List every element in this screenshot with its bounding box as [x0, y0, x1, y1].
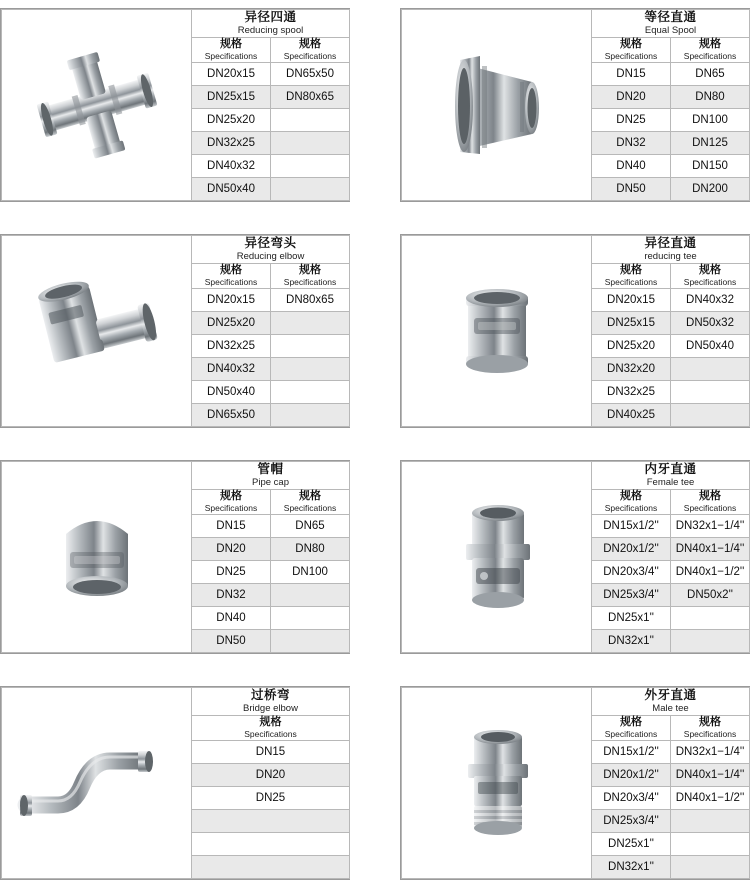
product-table-male-tee [401, 687, 750, 879]
spec-value: DN15 [192, 515, 271, 538]
spec-value [271, 404, 350, 427]
spec-header-en: Specifications [204, 51, 258, 61]
spec-header-cn: 规格 [620, 38, 642, 50]
spec-header-en: Specifications [683, 503, 737, 513]
spec-header-cn: 规格 [699, 716, 721, 728]
spec-header-en: Specifications [283, 277, 337, 287]
spec-value [671, 358, 750, 381]
male-thread-coupling-image [402, 720, 591, 846]
spec-header-en: Specifications [283, 51, 337, 61]
spec-value [671, 810, 750, 833]
spec-value: DN50x2'' [671, 584, 750, 607]
spec-value: DN20x3/4'' [592, 561, 671, 584]
spec-value: DN40x1−1/4'' [671, 764, 750, 787]
spec-value: DN40x1−1/2'' [671, 787, 750, 810]
female-thread-coupling-image [402, 494, 591, 620]
product-card-reducing-tee [400, 234, 750, 428]
spec-header-cn: 规格 [620, 716, 642, 728]
reducing-cross-fitting-image [2, 42, 191, 168]
product-name-en: Bridge elbow [243, 703, 298, 714]
product-name-cell-equal-spool [592, 10, 750, 38]
spec-value: DN80 [271, 538, 350, 561]
reducing-elbow-fitting-image [2, 268, 191, 394]
spec-value: DN20 [192, 764, 350, 787]
spec-value: DN32x20 [592, 358, 671, 381]
product-name-cn: 等径直通 [644, 10, 697, 24]
spec-value: DN80x65 [271, 86, 350, 109]
spec-value: DN80 [671, 86, 750, 109]
spec-column-header [192, 716, 350, 741]
product-image-cell-female-tee [402, 462, 592, 653]
product-table-pipe-cap [1, 461, 350, 653]
spec-value: DN32 [192, 584, 271, 607]
product-name-cn: 异径四通 [244, 10, 297, 24]
spec-value: DN25x1'' [592, 607, 671, 630]
product-name-cn: 管帽 [257, 462, 284, 476]
product-image-cell-reducing-spool [2, 10, 192, 201]
spec-value: DN25x20 [192, 109, 271, 132]
spec-value [271, 312, 350, 335]
product-card-equal-spool [400, 8, 750, 202]
column-gap [350, 234, 400, 428]
spec-column-header [592, 490, 671, 515]
product-name-cell-reducing-tee [592, 236, 750, 264]
product-name-en: Pipe cap [252, 477, 289, 488]
spec-header-cn: 规格 [699, 38, 721, 50]
spec-header-en: Specifications [683, 729, 737, 739]
spec-value: DN150 [671, 155, 750, 178]
product-table-reducing-elbow [1, 235, 350, 427]
product-card-bridge-elbow [0, 686, 350, 880]
spec-value: DN65 [271, 515, 350, 538]
spec-header-cn: 规格 [620, 264, 642, 276]
column-gap [350, 686, 400, 880]
spec-value: DN50x40 [671, 335, 750, 358]
spec-value: DN50x40 [192, 381, 271, 404]
pipe-cap-fitting-image [2, 494, 191, 620]
spec-value: DN50x32 [671, 312, 750, 335]
equal-coupling-fitting-image [402, 42, 591, 168]
spec-value: DN25x15 [192, 86, 271, 109]
spec-value: DN100 [271, 561, 350, 584]
product-image-cell-equal-spool [402, 10, 592, 201]
spec-value: DN25x3/4'' [592, 584, 671, 607]
product-image-cell-reducing-tee [402, 236, 592, 427]
spec-header-en: Specifications [204, 277, 258, 287]
spec-value: DN50 [192, 630, 271, 653]
spec-value: DN15 [192, 741, 350, 764]
product-image-cell-reducing-elbow [2, 236, 192, 427]
spec-header-en: Specifications [683, 277, 737, 287]
spec-value [671, 630, 750, 653]
product-card-female-tee [400, 460, 750, 654]
spec-value: DN20x3/4'' [592, 787, 671, 810]
spec-value: DN20x15 [192, 289, 271, 312]
spec-header-cn: 规格 [620, 490, 642, 502]
spec-value: DN32x1'' [592, 856, 671, 879]
product-name-cell-female-tee [592, 462, 750, 490]
product-name-cn: 内牙直通 [644, 462, 697, 476]
spec-value: DN25 [592, 109, 671, 132]
spec-value: DN200 [671, 178, 750, 201]
spec-value [192, 810, 350, 833]
spec-value: DN32x25 [192, 335, 271, 358]
spec-header-cn: 规格 [220, 264, 242, 276]
spec-header-cn: 规格 [699, 264, 721, 276]
spec-header-en: Specifications [244, 729, 297, 739]
spec-column-header [271, 38, 350, 63]
spec-value: DN15x1/2'' [592, 741, 671, 764]
spec-value [671, 381, 750, 404]
product-card-pipe-cap [0, 460, 350, 654]
bridge-elbow-fitting-image [2, 723, 191, 843]
spec-value: DN100 [671, 109, 750, 132]
spec-header-en: Specifications [604, 51, 658, 61]
spec-value: DN20x15 [592, 289, 671, 312]
product-name-en: reducing tee [644, 251, 697, 262]
spec-header-cn: 规格 [220, 490, 242, 502]
spec-value [671, 404, 750, 427]
spec-value: DN40x32 [671, 289, 750, 312]
column-gap [350, 460, 400, 654]
column-gap [350, 8, 400, 202]
spec-value: DN40x25 [592, 404, 671, 427]
product-image-cell-pipe-cap [2, 462, 192, 653]
spec-value: DN65 [671, 63, 750, 86]
spec-column-header [592, 264, 671, 289]
spec-value [671, 833, 750, 856]
product-card-reducing-elbow [0, 234, 350, 428]
spec-header-en: Specifications [204, 503, 258, 513]
spec-value: DN20x15 [192, 63, 271, 86]
spec-value: DN25 [192, 787, 350, 810]
spec-value [271, 109, 350, 132]
product-name-cn: 异径直通 [644, 236, 697, 250]
spec-header-cn: 规格 [220, 38, 242, 50]
spec-value: DN20 [592, 86, 671, 109]
spec-header-cn: 规格 [299, 264, 321, 276]
spec-column-header [671, 38, 750, 63]
spec-value: DN25x20 [192, 312, 271, 335]
spec-value: DN40x1−1/2'' [671, 561, 750, 584]
spec-header-en: Specifications [604, 277, 658, 287]
reducing-tee-fitting-image [402, 268, 591, 394]
spec-value [271, 132, 350, 155]
product-image-cell-bridge-elbow [2, 688, 192, 879]
product-name-cell-reducing-spool [192, 10, 350, 38]
spec-value: DN40 [192, 607, 271, 630]
product-card-reducing-spool [0, 8, 350, 202]
spec-value: DN25x15 [592, 312, 671, 335]
spec-value [671, 856, 750, 879]
product-name-cell-bridge-elbow [192, 688, 350, 716]
spec-value [192, 833, 350, 856]
spec-value: DN65x50 [192, 404, 271, 427]
spec-value: DN32x1'' [592, 630, 671, 653]
spec-header-cn: 规格 [299, 38, 321, 50]
spec-value [271, 155, 350, 178]
spec-column-header [271, 490, 350, 515]
product-name-cell-reducing-elbow [192, 236, 350, 264]
spec-value: DN32x1−1/4'' [671, 741, 750, 764]
spec-value: DN50x40 [192, 178, 271, 201]
spec-value: DN25x20 [592, 335, 671, 358]
product-name-en: Reducing elbow [236, 251, 305, 262]
product-name-en: Female tee [646, 477, 695, 488]
spec-value: DN50 [592, 178, 671, 201]
product-image-cell-male-tee [402, 688, 592, 879]
spec-header-cn: 规格 [699, 490, 721, 502]
spec-value: DN65x50 [271, 63, 350, 86]
spec-value: DN15 [592, 63, 671, 86]
spec-value: DN20x1/2'' [592, 538, 671, 561]
spec-column-header [192, 264, 271, 289]
spec-value: DN25x3/4'' [592, 810, 671, 833]
spec-column-header [592, 38, 671, 63]
spec-value: DN125 [671, 132, 750, 155]
product-name-cn: 过桥弯 [250, 688, 290, 702]
spec-value: DN25x1'' [592, 833, 671, 856]
spec-value [192, 856, 350, 879]
product-name-cn: 外牙直通 [644, 688, 697, 702]
product-table-bridge-elbow [1, 687, 350, 879]
spec-value: DN20x1/2'' [592, 764, 671, 787]
product-name-en: Equal Spool [644, 25, 697, 36]
spec-header-en: Specifications [604, 729, 658, 739]
product-table-reducing-spool [1, 9, 350, 201]
spec-value: DN40x32 [192, 358, 271, 381]
spec-value: DN32 [592, 132, 671, 155]
spec-column-header [671, 264, 750, 289]
spec-value [271, 381, 350, 404]
spec-value: DN32x1−1/4'' [671, 515, 750, 538]
spec-column-header [671, 490, 750, 515]
spec-value [271, 358, 350, 381]
spec-value [271, 630, 350, 653]
spec-header-en: Specifications [683, 51, 737, 61]
product-name-en: Male tee [652, 703, 689, 714]
spec-header-en: Specifications [283, 503, 337, 513]
spec-column-header [271, 264, 350, 289]
spec-value: DN32x25 [592, 381, 671, 404]
spec-column-header [192, 38, 271, 63]
spec-value [271, 335, 350, 358]
spec-value: DN20 [192, 538, 271, 561]
spec-header-en: Specifications [604, 503, 658, 513]
spec-header-cn: 规格 [259, 716, 282, 728]
spec-header-cn: 规格 [299, 490, 321, 502]
product-table-female-tee [401, 461, 750, 653]
spec-column-header [671, 716, 750, 741]
product-card-male-tee [400, 686, 750, 880]
product-name-en: Reducing spool [237, 25, 304, 36]
product-name-cn: 异径弯头 [244, 236, 297, 250]
spec-column-header [592, 716, 671, 741]
product-name-cell-pipe-cap [192, 462, 350, 490]
spec-value: DN25 [192, 561, 271, 584]
product-table-reducing-tee [401, 235, 750, 427]
spec-value [271, 178, 350, 201]
spec-value [271, 584, 350, 607]
spec-column-header [192, 490, 271, 515]
spec-value: DN32x25 [192, 132, 271, 155]
spec-value [671, 607, 750, 630]
spec-value [271, 607, 350, 630]
spec-value: DN40 [592, 155, 671, 178]
product-table-equal-spool [401, 9, 750, 201]
spec-value: DN80x65 [271, 289, 350, 312]
spec-value: DN15x1/2'' [592, 515, 671, 538]
spec-value: DN40x1−1/4'' [671, 538, 750, 561]
product-name-cell-male-tee [592, 688, 750, 716]
spec-value: DN40x32 [192, 155, 271, 178]
